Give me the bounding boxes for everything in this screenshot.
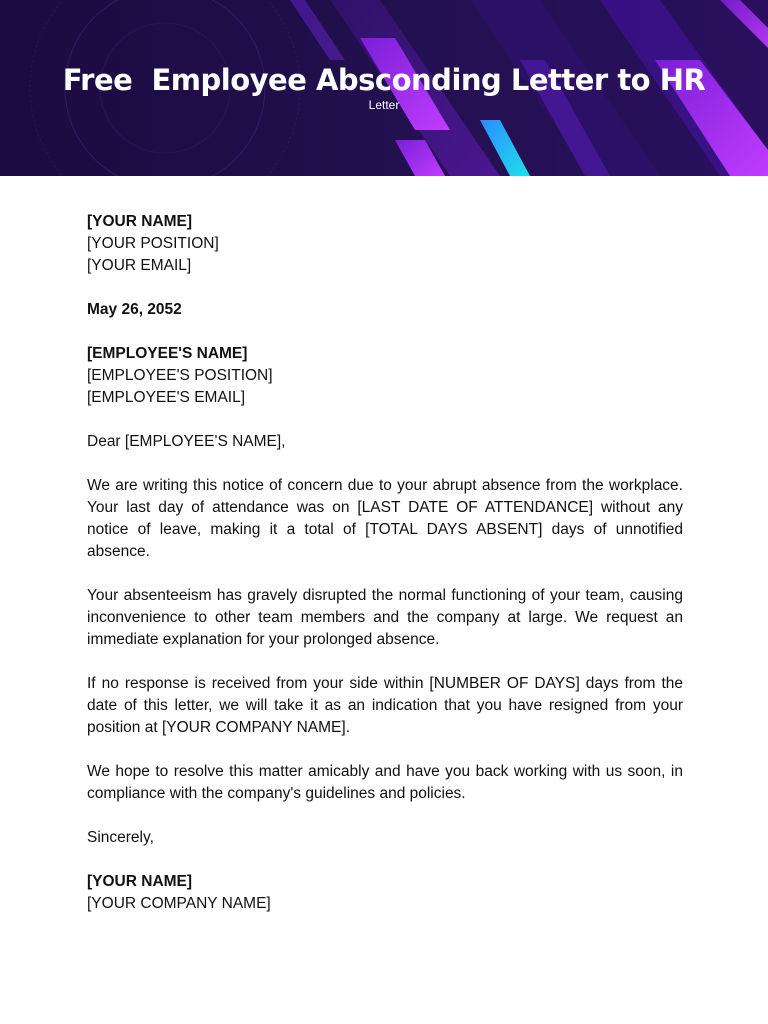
signature-block bbox=[87, 871, 683, 915]
page-subtitle: Letter bbox=[368, 98, 400, 112]
recipient-block bbox=[87, 343, 683, 409]
sender-name: [YOUR NAME] bbox=[87, 213, 193, 230]
closing: Sincerely, bbox=[87, 829, 154, 846]
letter-body bbox=[87, 211, 683, 915]
sender-email: [YOUR EMAIL] bbox=[87, 257, 192, 274]
signature-name: [YOUR NAME] bbox=[87, 873, 193, 890]
letter-date: May 26, 2052 bbox=[87, 301, 182, 318]
paragraph-3: If no response is received from your side within [NUMBER OF DAYS] days from the date of this letter, we will take it as an indication that you have resigned from your position at [YOUR COMPANY NAME]. bbox=[87, 675, 683, 736]
paragraph-4: We hope to resolve this matter amicably and have you back working with us soon, in compliance with the company's guidelines and policies. bbox=[87, 763, 683, 802]
sender-position: [YOUR POSITION] bbox=[87, 235, 219, 252]
sender-block bbox=[87, 211, 683, 277]
header-banner bbox=[0, 0, 768, 176]
signature-company: [YOUR COMPANY NAME] bbox=[87, 895, 271, 912]
paragraph-1: We are writing this notice of concern due to your abrupt absence from the workplace. Your last day of attendance was on [LAST DATE OF ATTENDANCE] without any notice of leave, making it a total of [TOTAL DAYS ABSENT] days of unnotified absence. bbox=[87, 477, 683, 560]
recipient-position: [EMPLOYEE'S POSITION] bbox=[87, 367, 273, 384]
paragraph-2: Your absenteeism has gravely disrupted the normal functioning of your team, causing inconvenience to other team members and the company at large. We request an immediate explanation for your prolonged absence. bbox=[87, 587, 683, 648]
recipient-email: [EMPLOYEE'S EMAIL] bbox=[87, 389, 246, 406]
salutation: Dear [EMPLOYEE'S NAME], bbox=[87, 433, 286, 450]
page-title: Free Employee Absconding Letter to HR bbox=[62, 63, 706, 97]
recipient-name: [EMPLOYEE'S NAME] bbox=[87, 345, 248, 362]
